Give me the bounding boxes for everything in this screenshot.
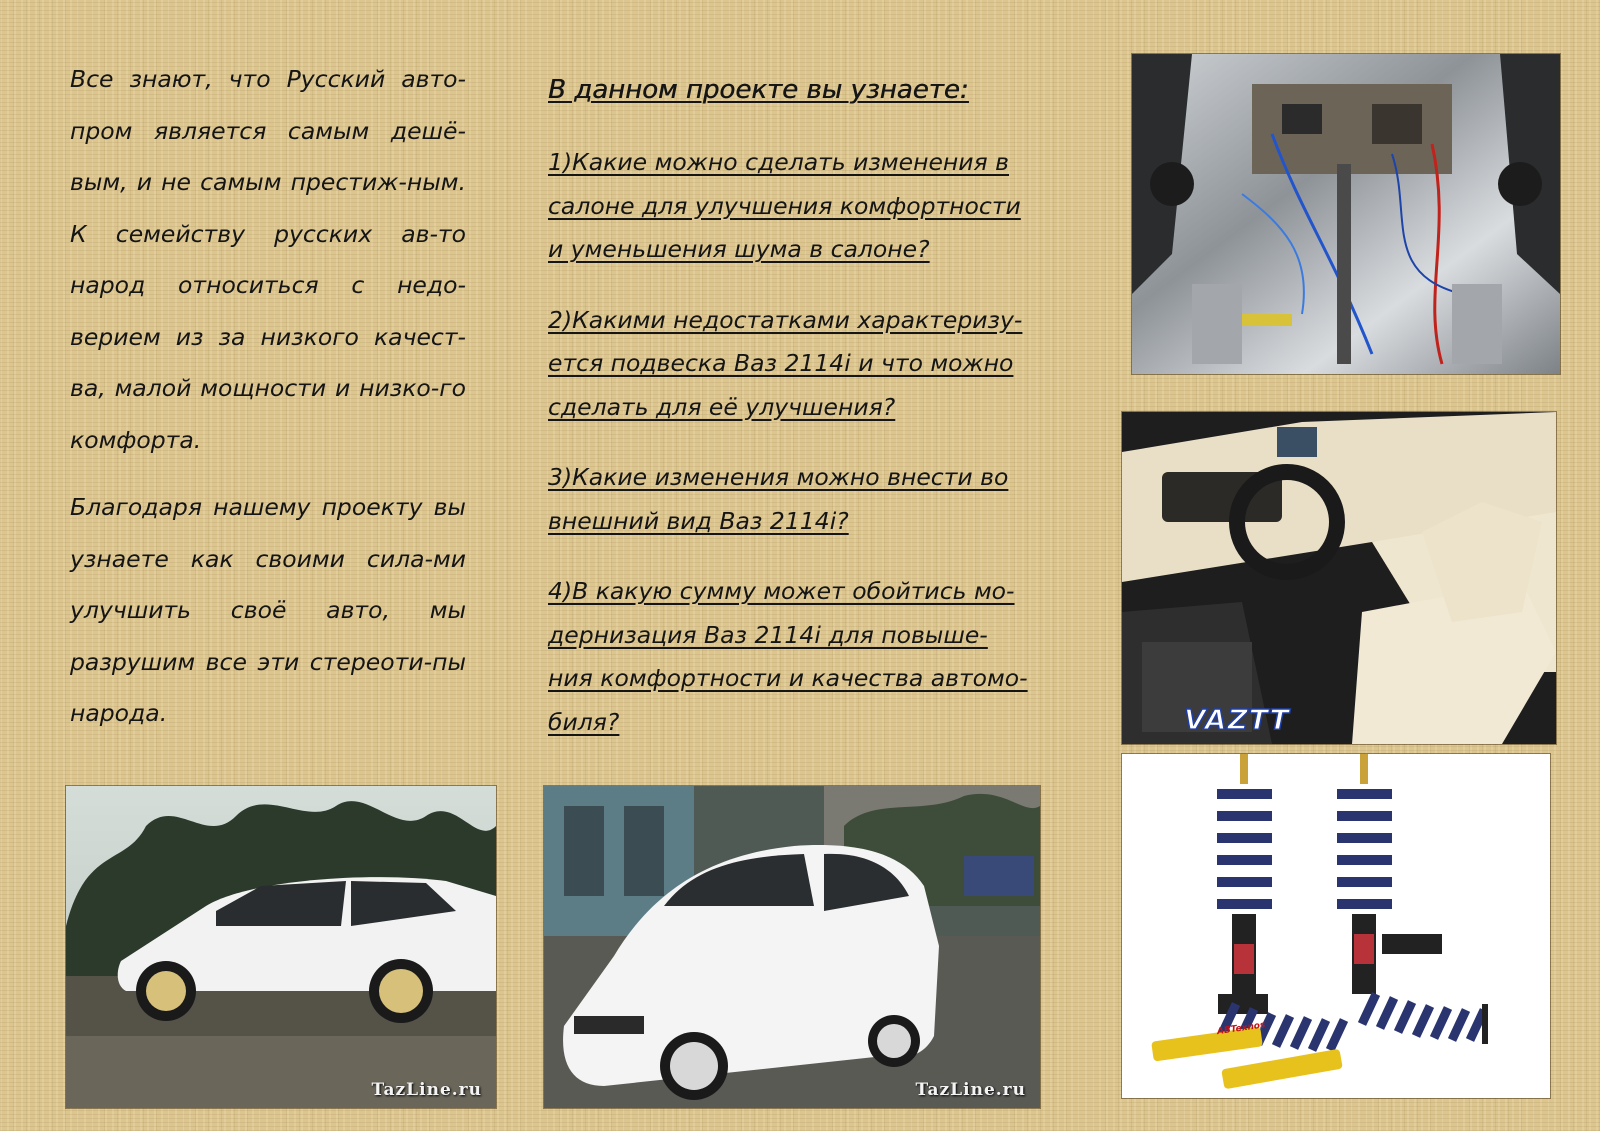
beige-interior-image	[1122, 412, 1556, 744]
questions-heading: В данном проекте вы узнаете:	[548, 75, 969, 105]
question-2: 2)Какими недостатками характеризу- ется подвеска Ваз 2114i и что можно сделать для её улучшения?	[548, 305, 1023, 421]
suspension-photo	[1122, 754, 1550, 1098]
project-questions	[548, 66, 1048, 771]
intro-paragraph-1: Все знают, что Русский авто-пром является самым дешё-вым, и не самым престиж-ным. К семейству русских ав-то народ относиться с недо-верием из за низкого качест-ва, малой мощности и низко-го комфорта.	[70, 65, 466, 454]
white-car-front-photo	[544, 786, 1040, 1108]
stripped-interior-photo	[1132, 54, 1560, 374]
intro-paragraph-2: Благодаря нашему проекту вы узнаете как своими сила-ми улучшить своё авто, мы разрушим все эти стереоти-пы народа.	[70, 493, 466, 727]
question-3: 3)Какие изменения можно внести во внешний вид Ваз 2114i?	[548, 463, 1009, 535]
white-car-side-photo	[66, 786, 496, 1108]
suspension-image	[1122, 754, 1550, 1098]
stripped-interior-image	[1132, 54, 1560, 374]
beige-interior-photo	[1122, 412, 1556, 744]
tazline-watermark-1: TazLine.ru	[371, 1080, 482, 1100]
suspension-brand-label: ABTexnos	[1216, 1020, 1267, 1038]
vaztt-watermark: VAZTT	[1184, 703, 1290, 736]
white-car-side-image	[66, 786, 496, 1108]
white-car-front-image	[544, 786, 1040, 1108]
question-4: 4)В какую сумму может обойтись мо- дернизация Ваз 2114i для повыше- ния комфортности и качества автомо- биля?	[548, 577, 1028, 736]
question-1: 1)Какие можно сделать изменения в салоне для улучшения комфортности и уменьшения шума в салоне?	[548, 148, 1021, 263]
questions-list	[548, 141, 1048, 744]
tazline-watermark-2: TazLine.ru	[915, 1080, 1026, 1100]
intro-text-column	[70, 54, 466, 740]
